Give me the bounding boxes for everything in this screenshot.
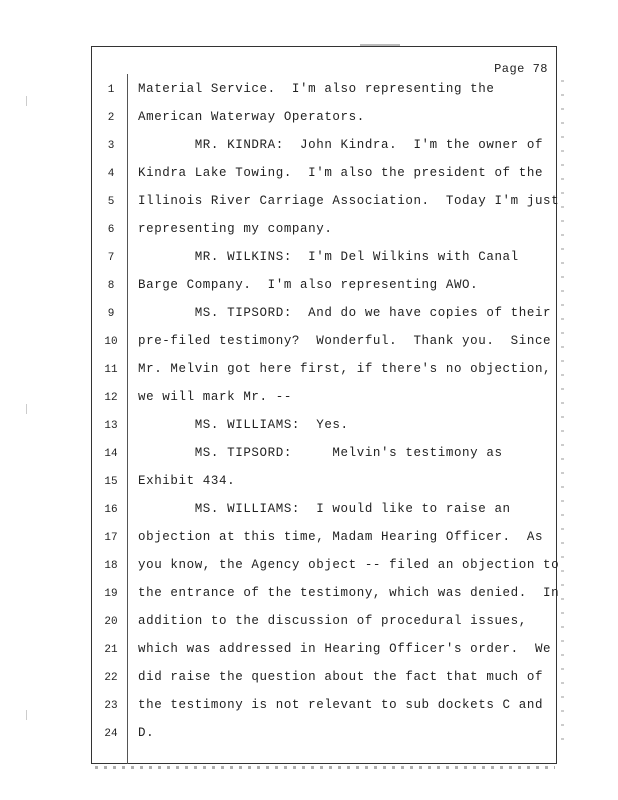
transcript-line xyxy=(0,82,618,102)
transcript-line xyxy=(0,138,618,158)
line-number: 11 xyxy=(104,364,118,376)
transcript-line xyxy=(0,726,618,746)
line-number: 18 xyxy=(104,560,118,572)
transcript-line xyxy=(0,502,618,522)
transcript-line xyxy=(0,166,618,186)
line-number: 13 xyxy=(104,420,118,432)
transcript-line xyxy=(0,642,618,662)
line-number: 2 xyxy=(107,112,115,124)
line-text: pre-filed testimony? Wonderful. Thank you. Since xyxy=(138,334,552,348)
line-text: Kindra Lake Towing. I'm also the president of the xyxy=(138,166,544,180)
line-text: Barge Company. I'm also representing AWO. xyxy=(138,278,479,292)
transcript-line xyxy=(0,334,618,354)
line-text: MS. TIPSORD: And do we have copies of their xyxy=(138,306,552,320)
line-number: 6 xyxy=(107,224,115,236)
line-text: Illinois River Carriage Association. Today I'm just xyxy=(138,194,560,208)
line-text: MS. WILLIAMS: Yes. xyxy=(138,418,349,432)
line-text: you know, the Agency object -- filed an objection to xyxy=(138,558,560,572)
line-text: objection at this time, Madam Hearing Officer. As xyxy=(138,530,544,544)
line-text: Mr. Melvin got here first, if there's no objection, xyxy=(138,362,552,376)
transcript-line xyxy=(0,698,618,718)
line-number: 24 xyxy=(104,728,118,740)
transcript-line xyxy=(0,670,618,690)
line-text: we will mark Mr. -- xyxy=(138,390,292,404)
line-text: Material Service. I'm also representing the xyxy=(138,82,495,96)
line-number: 5 xyxy=(107,196,115,208)
scan-artifact-top xyxy=(360,44,400,46)
line-text: D. xyxy=(138,726,155,740)
line-text: addition to the discussion of procedural issues, xyxy=(138,614,527,628)
transcript-line xyxy=(0,418,618,438)
line-number: 10 xyxy=(104,336,118,348)
line-number: 4 xyxy=(107,168,115,180)
transcript-line xyxy=(0,614,618,634)
line-number: 8 xyxy=(107,280,115,292)
transcript-line xyxy=(0,446,618,466)
line-text: MR. WILKINS: I'm Del Wilkins with Canal xyxy=(138,250,519,264)
line-text: American Waterway Operators. xyxy=(138,110,365,124)
transcript-line xyxy=(0,278,618,298)
line-text: representing my company. xyxy=(138,222,333,236)
line-number: 12 xyxy=(104,392,118,404)
transcript-line xyxy=(0,250,618,270)
line-text: the testimony is not relevant to sub dockets C and xyxy=(138,698,544,712)
transcript-line xyxy=(0,558,618,578)
transcript-line xyxy=(0,222,618,242)
line-number: 20 xyxy=(104,616,118,628)
transcript-line xyxy=(0,306,618,326)
line-number: 22 xyxy=(104,672,118,684)
transcript-line xyxy=(0,362,618,382)
line-text: did raise the question about the fact that much of xyxy=(138,670,544,684)
transcript-line xyxy=(0,194,618,214)
line-number: 21 xyxy=(104,644,118,656)
line-text: MS. WILLIAMS: I would like to raise an xyxy=(138,502,511,516)
line-number: 1 xyxy=(107,84,115,96)
line-number: 7 xyxy=(107,252,115,264)
line-number: 23 xyxy=(104,700,118,712)
line-number: 16 xyxy=(104,504,118,516)
transcript-line xyxy=(0,390,618,410)
line-text: MR. KINDRA: John Kindra. I'm the owner of xyxy=(138,138,544,152)
line-text: which was addressed in Hearing Officer's order. We xyxy=(138,642,552,656)
line-number: 14 xyxy=(104,448,118,460)
transcript-line xyxy=(0,586,618,606)
page-number: Page 78 xyxy=(494,62,548,76)
line-number: 15 xyxy=(104,476,118,488)
line-text: Exhibit 434. xyxy=(138,474,236,488)
line-number: 9 xyxy=(107,308,115,320)
line-number: 19 xyxy=(104,588,118,600)
line-text: the entrance of the testimony, which was denied. In xyxy=(138,586,560,600)
line-number: 3 xyxy=(107,140,115,152)
transcript-line xyxy=(0,110,618,130)
line-text: MS. TIPSORD: Melvin's testimony as xyxy=(138,446,503,460)
transcript-line xyxy=(0,474,618,494)
line-number: 17 xyxy=(104,532,118,544)
scan-artifact-bottom xyxy=(95,766,555,769)
transcript-line xyxy=(0,530,618,550)
